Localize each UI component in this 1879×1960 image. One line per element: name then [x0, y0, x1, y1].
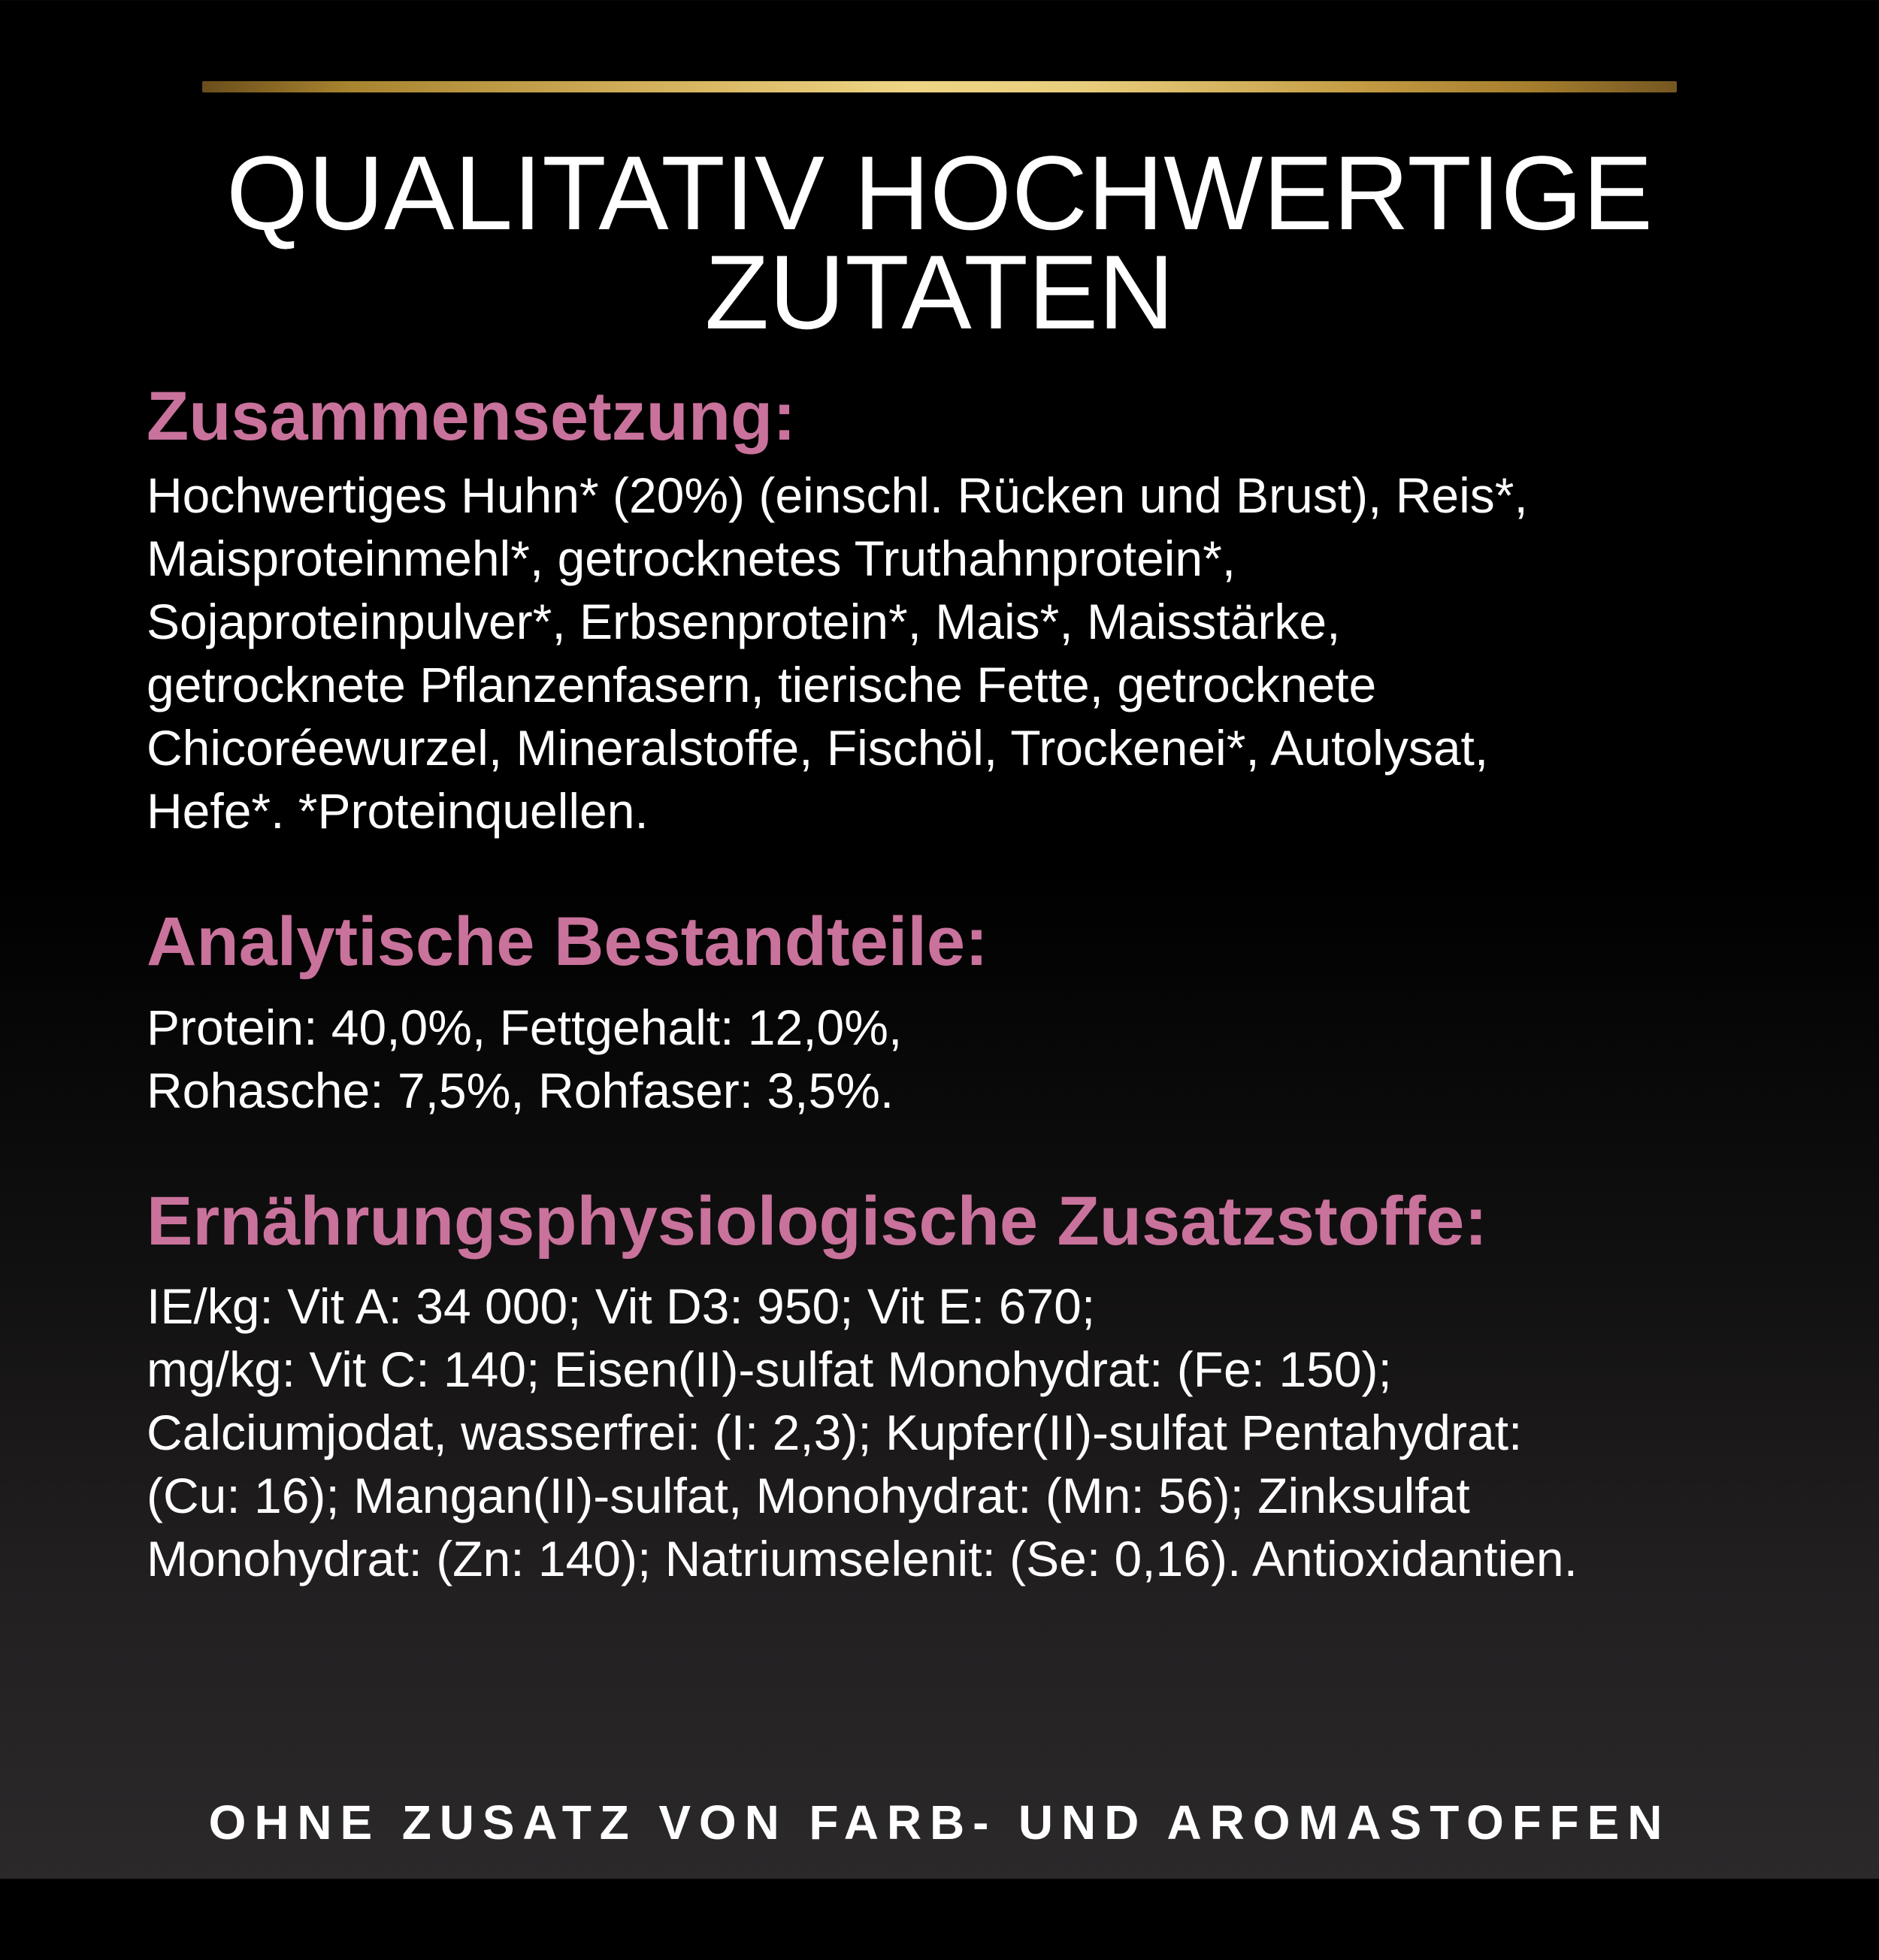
page-title-line1: QUALITATIV HOCHWERTIGE	[226, 134, 1653, 252]
analytical-line: Protein: 40,0%, Fettgehalt: 12,0%,	[147, 999, 903, 1055]
footer-claim: OHNE ZUSATZ VON FARB- UND AROMASTOFFEN	[208, 1795, 1671, 1850]
additives-heading: Ernährungsphysiologische Zusatzstoffe:	[147, 1182, 1487, 1260]
section-analytical-constituents	[147, 904, 1796, 1121]
additives-line: (Cu: 16); Mangan(II)-sulfat, Monohydrat: (Mn: 56); Zinksulfat	[147, 1467, 1470, 1523]
analytical-line: Rohasche: 7,5%, Rohfaser: 3,5%.	[147, 1062, 894, 1118]
additives-line: IE/kg: Vit A: 34 000; Vit D3: 950; Vit E: 670;	[147, 1278, 1096, 1334]
page-title	[0, 134, 1879, 351]
composition-line: Maisproteinmehl*, getrocknetes Truthahnprotein*,	[147, 531, 1236, 587]
analytical-body	[147, 996, 1796, 1122]
additives-line: Calciumjodat, wasserfrei: (I: 2,3); Kupfer(II)-sulfat Pentahydrat:	[147, 1404, 1523, 1460]
composition-line: Sojaproteinpulver*, Erbsenprotein*, Mais*, Maisstärke,	[147, 594, 1341, 650]
composition-line: Chicoréewurzel, Mineralstoffe, Fischöl, Trockenei*, Autolysat,	[147, 720, 1489, 776]
composition-line: getrocknete Pflanzenfasern, tierische Fette, getrocknete	[147, 657, 1377, 713]
additives-body	[147, 1275, 1796, 1590]
composition-line: Hochwertiges Huhn* (20%) (einschl. Rücken und Brust), Reis*,	[147, 467, 1528, 524]
composition-heading: Zusammensetzung:	[147, 378, 796, 455]
section-composition	[147, 379, 1796, 842]
additives-line: Monohydrat: (Zn: 140); Natriumselenit: (Se: 0,16). Antioxidantien.	[147, 1530, 1578, 1586]
additives-line: mg/kg: Vit C: 140; Eisen(II)-sulfat Monohydrat: (Fe: 150);	[147, 1341, 1392, 1397]
composition-line: Hefe*. *Proteinquellen.	[147, 783, 649, 839]
ingredients-panel	[0, 81, 1879, 1960]
gold-divider-line	[202, 81, 1677, 92]
content-area	[147, 379, 1796, 1590]
section-nutritional-additives	[147, 1184, 1796, 1590]
analytical-heading: Analytische Bestandteile:	[147, 903, 988, 981]
page-title-line2: ZUTATEN	[704, 232, 1175, 351]
composition-body	[147, 464, 1796, 842]
